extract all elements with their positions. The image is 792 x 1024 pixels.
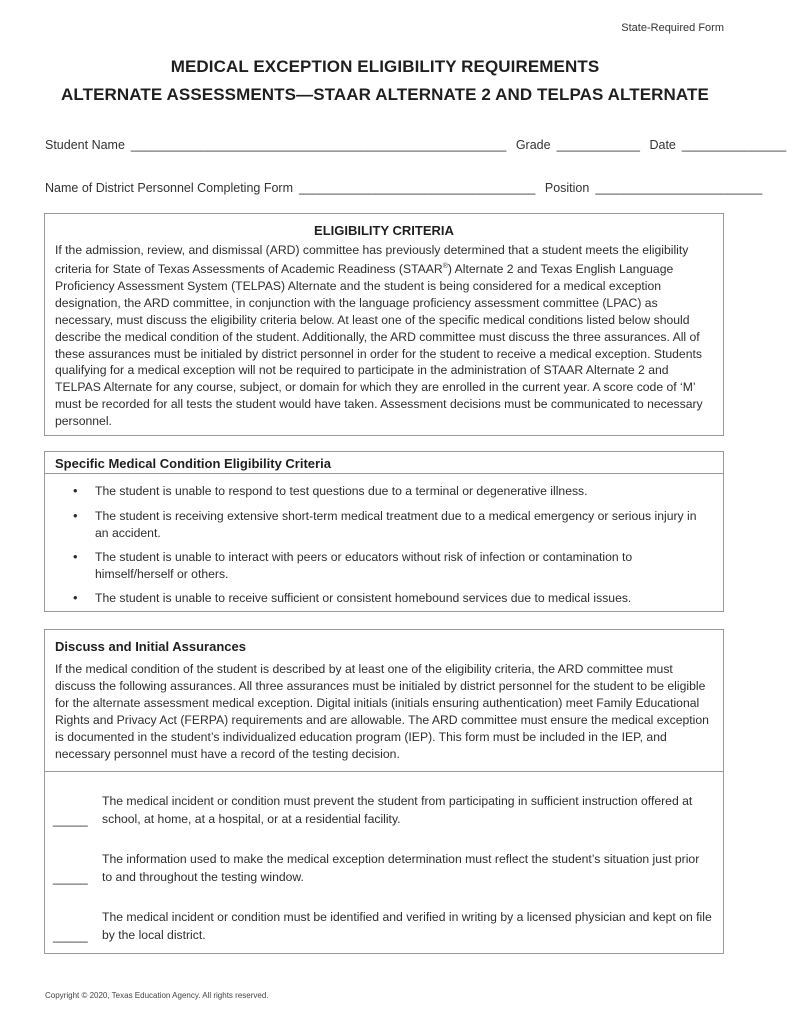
date-field[interactable]: _______________	[681, 138, 787, 152]
list-item	[45, 483, 723, 500]
list-item	[45, 590, 723, 607]
page-title: MEDICAL EXCEPTION ELIGIBILITY REQUIREMENTS	[170, 57, 600, 76]
assurances-box	[44, 629, 724, 954]
eligibility-text-part1: If the admission, review, and dismissal (ARD) committee has previously determined that a student meets the eligibility criteria for State of Texas Assessments of Academic Readiness (STAAR	[55, 243, 689, 276]
student-name-field[interactable]: ______________________________________________________	[130, 138, 507, 152]
condition-text: The student is receiving extensive short-term medical treatment due to a medical emergency or serious injury in an accident.	[95, 508, 697, 540]
personnel-info-row	[45, 181, 763, 195]
eligibility-text-part2: ) Alternate 2 and Texas English Language Proficiency Assessment System (TELPAS) Alternate and the student is being considered for a medical exception designation, the ARD committee, in conjunction with the language proficiency assessment committee (LPAC) as necessary, must discuss the eligibility criteria below. At least one of the specific medical conditions listed below should describe the medical condition of the student. Additionally, the ARD committee must discuss the three assurances. All of these assurances must be initialed by district personnel in order for the student to receive a medical exception. Students qualifying for a medical exception will not be required to participate in the administration of STAAR Alternate 2 and TELPAS Alternate for any course, subject, or domain for which they are enrolled in the current year. A score code of ‘M’ must be recorded for all tests the student would have taken. Assessment decisions must be communicated to necessary personnel.	[55, 261, 703, 429]
conditions-list	[45, 483, 723, 606]
assurances-header	[45, 630, 723, 772]
assurance-text: The information used to make the medical exception determination must reflect the student’s situation just prior to and throughout the testing window.	[102, 852, 700, 884]
assurance-item	[45, 793, 725, 837]
personnel-name-label: Name of District Personnel Completing Form	[45, 181, 293, 195]
bullet-icon: •	[73, 507, 78, 523]
condition-text: The student is unable to receive sufficient or consistent homebound services due to medical issues.	[95, 590, 632, 605]
date-label: Date	[649, 138, 676, 152]
student-info-row	[45, 138, 787, 152]
initial-field[interactable]: _____	[53, 929, 88, 943]
eligibility-criteria-box	[44, 213, 724, 436]
initial-field[interactable]: _____	[53, 871, 88, 885]
assurance-item	[45, 909, 725, 953]
position-field[interactable]: ________________________	[595, 181, 763, 195]
copyright-notice: Copyright © 2020, Texas Education Agency. All rights reserved.	[45, 991, 269, 1000]
bullet-icon: •	[73, 483, 78, 498]
specific-conditions-heading: Specific Medical Condition Eligibility Criteria	[45, 452, 723, 474]
grade-field[interactable]: ____________	[556, 138, 640, 152]
list-item	[45, 549, 723, 583]
assurance-item	[45, 851, 725, 895]
student-name-label: Student Name	[45, 138, 125, 152]
personnel-name-field[interactable]: __________________________________	[299, 181, 536, 195]
position-label: Position	[544, 181, 590, 195]
form-type-label: State-Required Form	[621, 22, 724, 34]
condition-text: The student is unable to respond to test questions due to a terminal or degenerative illness.	[95, 484, 588, 498]
grade-label: Grade	[515, 138, 551, 152]
eligibility-heading: ELIGIBILITY CRITERIA	[314, 223, 454, 238]
condition-text: The student is unable to interact with peers or educators without risk of infection or contamination to himself/herself or others.	[95, 549, 633, 581]
assurance-text: The medical incident or condition must prevent the student from participating in sufficient instruction offered at school, at home, at a hospital, or at a residential facility.	[102, 794, 693, 826]
assurance-text: The medical incident or condition must be identified and verified in writing by a licensed physician and kept on file by the local district.	[102, 910, 712, 942]
specific-conditions-box	[44, 451, 724, 612]
initial-field[interactable]: _____	[53, 813, 88, 827]
bullet-icon: •	[73, 589, 78, 605]
bullet-icon: •	[73, 548, 78, 564]
eligibility-text	[45, 242, 723, 430]
page-subtitle: ALTERNATE ASSESSMENTS—STAAR ALTERNATE 2 AND TELPAS ALTERNATE	[61, 85, 709, 104]
assurances-heading: Discuss and Initial Assurances	[55, 639, 246, 654]
list-item	[45, 508, 723, 542]
assurances-intro: If the medical condition of the student is described by at least one of the eligibility criteria, the ARD committee must discuss the following assurances. All three assurances must be initialed by district personnel for the student to be eligible for the alternate assessment medical exception. Digital initials (initials ensuring authentication) meet Family Educational Rights and Privacy Act (FERPA) requirements and are allowable. The ARD committee must ensure the medical exception is documented in the student’s individualized education program (IEP). This form must be included in the IEP, and necessary personnel must have a record of the testing decision.	[55, 662, 709, 761]
registered-mark: ®	[442, 262, 448, 270]
